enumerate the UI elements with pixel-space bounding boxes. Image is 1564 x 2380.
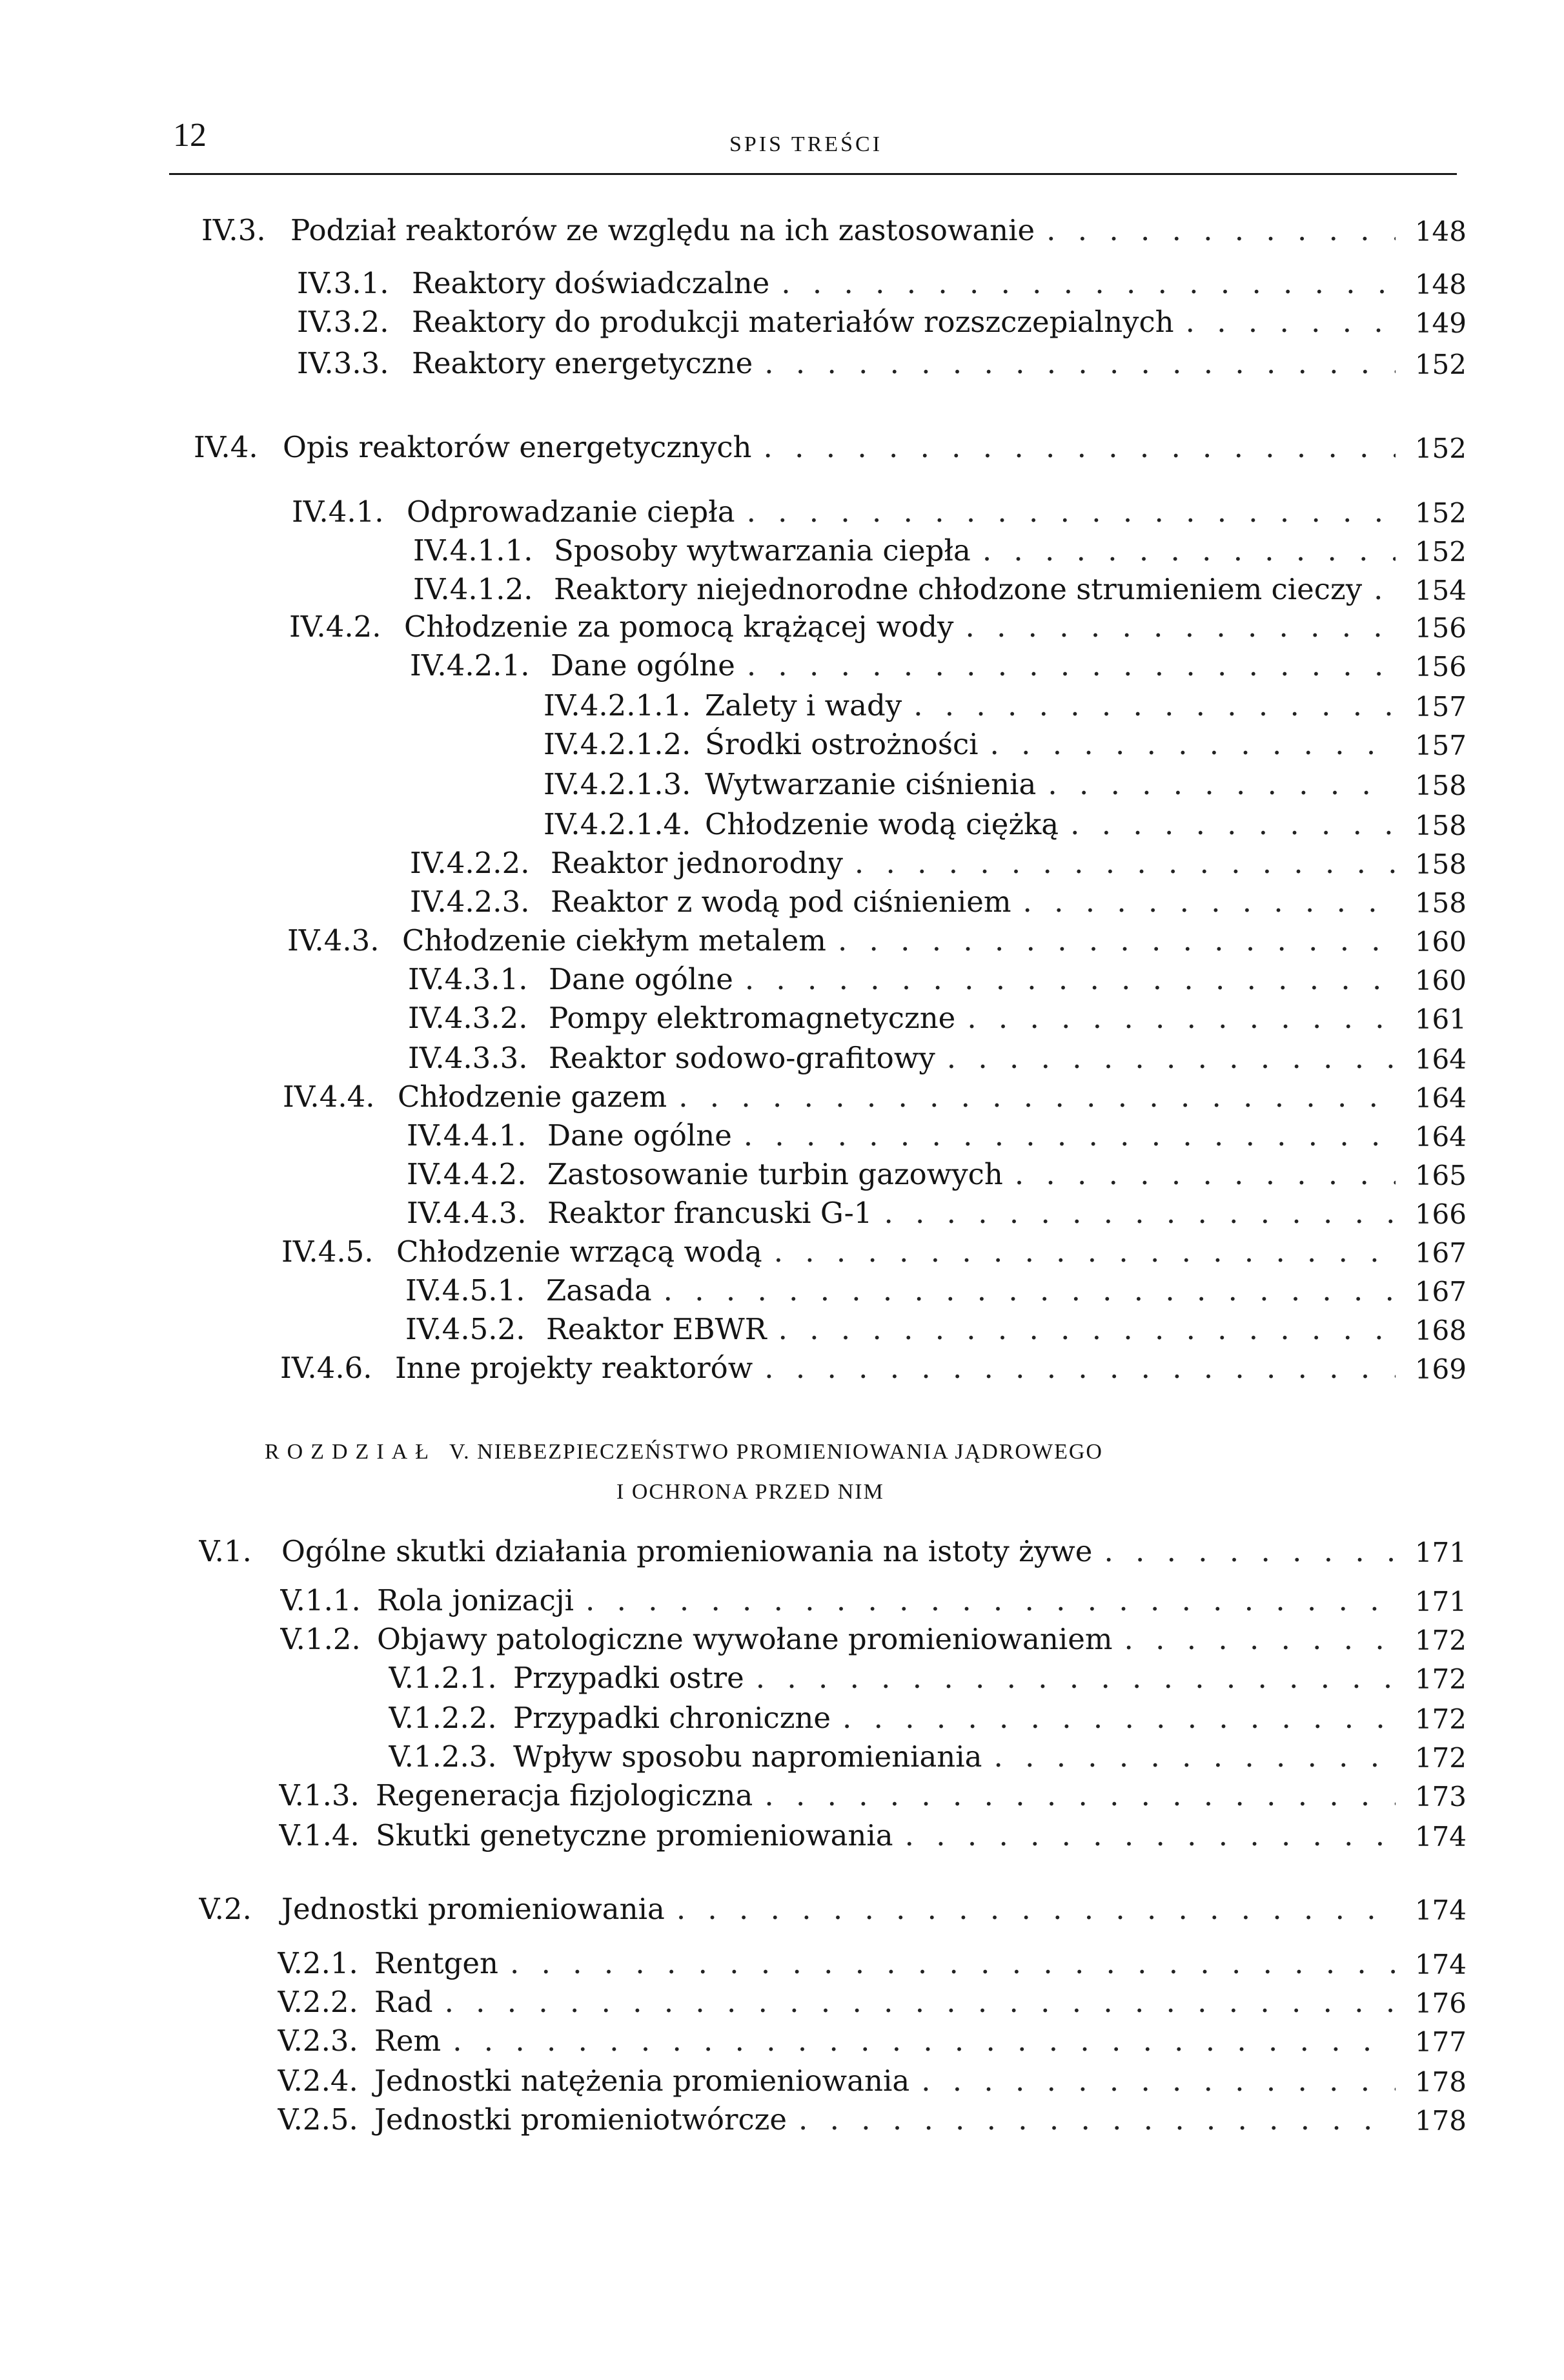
toc-entry-title: Chłodzenie wrzącą wodą [396, 1235, 762, 1269]
toc-entry-number: V.1.2.1. [389, 1661, 497, 1695]
toc-entry-page: 152 [1396, 533, 1467, 568]
toc-entry [543, 767, 1467, 806]
toc-entry [543, 688, 1467, 727]
toc-leader-dots [971, 533, 1467, 568]
toc-entry [279, 1818, 1467, 1857]
toc-leader-dots [769, 266, 1467, 300]
toc-entry-title: Objawy patologiczne wywołane promieniowaniem [377, 1622, 1113, 1656]
toc-entry-number: IV.4. [194, 430, 258, 464]
chapter-word: ROZDZIAŁ [265, 1440, 436, 1464]
toc-entry-title: Skutki genetyczne promieniowania [376, 1818, 893, 1852]
toc-entry-page: 176 [1396, 1985, 1467, 2019]
toc-leader-dots [752, 430, 1467, 464]
toc-leader-dots [433, 1985, 1467, 2019]
chapter-heading-line-2: I OCHRONA PRZED NIM [616, 1480, 884, 1504]
toc-entry-title: Ogólne skutki działania promieniowania na istoty żywe [281, 1534, 1093, 1568]
toc-leader-dots [953, 610, 1467, 644]
toc-entry-number: IV.3.2. [297, 305, 389, 339]
toc-entry-page: 156 [1396, 648, 1467, 682]
toc-entry-number: V.1.3. [279, 1778, 360, 1812]
toc-entry-title: Regeneracja fizjologiczna [376, 1778, 753, 1812]
toc-entry-title: Zastosowanie turbin gazowych [547, 1157, 1003, 1191]
toc-entry-page: 152 [1396, 495, 1467, 529]
toc-entry [410, 648, 1467, 687]
toc-entry [199, 1534, 1467, 1573]
toc-entry-number: IV.4.2. [289, 610, 381, 644]
toc-entry-title: Wpływ sposobu napromieniania [513, 1739, 982, 1774]
toc-entry-title: Reaktor sodowo-grafitowy [549, 1041, 935, 1075]
toc-entry-page: 167 [1396, 1235, 1467, 1269]
toc-entry-number: IV.4.2.1. [410, 648, 530, 682]
toc-entry-page: 167 [1396, 1273, 1467, 1308]
toc-entry-number: IV.4.4.3. [407, 1196, 527, 1230]
toc-entry [407, 1157, 1467, 1196]
toc-entry-number: IV.4.5. [281, 1235, 374, 1269]
toc-entry-number: V.1.4. [279, 1818, 360, 1852]
toc-entry [292, 495, 1467, 533]
toc-entry-number: IV.3. [201, 213, 266, 247]
toc-entry-number: IV.4.2.1.1. [543, 688, 691, 723]
toc-entry-page: 152 [1396, 346, 1467, 380]
toc-entry-number: IV.4.1.2. [413, 572, 533, 606]
toc-entry-title: Dane ogólne [549, 962, 733, 996]
toc-entry [280, 1622, 1467, 1661]
toc-entry [278, 2064, 1467, 2102]
toc-entry [543, 727, 1467, 766]
toc-leader-dots [831, 1701, 1467, 1735]
toc-leader-dots [762, 1235, 1467, 1269]
toc-entry-page: 171 [1396, 1534, 1467, 1568]
toc-leader-dots [843, 846, 1467, 880]
toc-leader-dots [909, 2064, 1467, 2098]
toc-entry [413, 533, 1467, 572]
running-header-title: SPIS TREŚCI [729, 132, 883, 156]
toc-entry [281, 1235, 1467, 1273]
page-number: 12 [173, 117, 207, 154]
toc-entry-title: Rentgen [374, 1946, 498, 1980]
toc-entry [407, 1118, 1467, 1157]
toc-leader-dots [826, 923, 1467, 958]
toc-entry-page: 165 [1396, 1157, 1467, 1191]
toc-entry-number: IV.4.4. [283, 1080, 375, 1114]
toc-entry-number: IV.3.1. [297, 266, 389, 300]
toc-entry-title: Przypadki chroniczne [513, 1701, 831, 1735]
toc-entry-number: IV.4.2.1.2. [543, 727, 691, 761]
toc-leader-dots [574, 1583, 1467, 1617]
toc-entry-page: 174 [1396, 1892, 1467, 1926]
toc-entry-number: IV.4.3.2. [408, 1001, 528, 1035]
toc-entry-page: 149 [1396, 305, 1467, 339]
toc-leader-dots [735, 495, 1467, 529]
toc-entry-page: 158 [1396, 846, 1467, 880]
toc-leader-dots [667, 1080, 1467, 1114]
toc-entry [287, 923, 1467, 962]
toc-entry [389, 1701, 1467, 1739]
toc-entry-title: Dane ogólne [547, 1118, 732, 1153]
toc-entry-page: 148 [1396, 213, 1467, 247]
toc-leader-dots [652, 1273, 1467, 1308]
toc-leader-dots [744, 1661, 1467, 1695]
toc-entry-title: Jednostki promieniotwórcze [374, 2102, 787, 2137]
toc-entry-title: Reaktor EBWR [546, 1312, 767, 1346]
toc-entry [278, 2024, 1467, 2062]
toc-entry [408, 962, 1467, 1001]
toc-entry-number: IV.4.1. [292, 495, 384, 529]
toc-leader-dots [872, 1196, 1467, 1230]
toc-entry-page: 172 [1396, 1701, 1467, 1735]
toc-entry [543, 807, 1467, 846]
toc-entry-page: 154 [1396, 572, 1467, 606]
toc-leader-dots [733, 962, 1467, 996]
toc-entry-page: 148 [1396, 266, 1467, 300]
toc-leader-dots [732, 1118, 1467, 1153]
toc-entry [297, 305, 1467, 344]
toc-leader-dots [753, 1351, 1467, 1385]
toc-entry [194, 430, 1467, 469]
toc-leader-dots [787, 2102, 1467, 2137]
toc-entry [410, 885, 1467, 923]
toc-entry-title: Przypadki ostre [513, 1661, 744, 1695]
toc-entry-number: IV.4.5.1. [405, 1273, 525, 1308]
toc-entry [410, 846, 1467, 885]
toc-entry-page: 168 [1396, 1312, 1467, 1346]
toc-entry-number: V.2.1. [278, 1946, 358, 1980]
toc-entry-page: 172 [1396, 1622, 1467, 1656]
toc-entry-page: 173 [1396, 1778, 1467, 1812]
toc-entry-page: 158 [1396, 885, 1467, 919]
toc-entry-title: Rem [374, 2024, 442, 2058]
toc-entry-number: V.1.2. [280, 1622, 361, 1656]
toc-leader-dots [935, 1041, 1467, 1075]
toc-entry-page: 156 [1396, 610, 1467, 644]
toc-entry-number: V.2. [199, 1892, 252, 1926]
toc-entry [278, 1946, 1467, 1985]
toc-entry-title: Jednostki promieniowania [281, 1892, 665, 1926]
toc-entry-number: IV.4.6. [280, 1351, 372, 1385]
toc-entry-number: IV.4.4.1. [407, 1118, 527, 1153]
toc-entry-title: Reaktor jednorodny [551, 846, 843, 880]
toc-entry [408, 1041, 1467, 1080]
toc-entry-number: IV.4.2.2. [410, 846, 530, 880]
chapter-heading-line-1 [265, 1440, 1103, 1464]
toc-entry-number: IV.4.4.2. [407, 1157, 527, 1191]
toc-entry-title: Pompy elektromagnetyczne [549, 1001, 956, 1035]
toc-leader-dots [955, 1001, 1467, 1035]
toc-entry-title: Dane ogólne [551, 648, 735, 682]
toc-entry-page: 178 [1396, 2102, 1467, 2137]
toc-entry-title: Reaktory doświadczalne [412, 266, 770, 300]
toc-entry-number: V.1.2.2. [389, 1701, 497, 1735]
toc-entry-page: 177 [1396, 2024, 1467, 2058]
toc-entry-title: Reaktory niejednorodne chłodzone strumieniem cieczy [554, 572, 1363, 606]
toc-entry-number: V.2.4. [278, 2064, 358, 2098]
toc-entry-page: 158 [1396, 767, 1467, 801]
chapter-title-1: V. NIEBEZPIECZEŃSTWO PROMIENIOWANIA JĄDROWEGO [449, 1440, 1103, 1464]
toc-entry-title: Chłodzenie za pomocą krążącej wody [404, 610, 954, 644]
toc-entry-number: IV.4.2.3. [410, 885, 530, 919]
toc-entry-number: V.2.3. [278, 2024, 358, 2058]
toc-leader-dots [893, 1818, 1467, 1852]
toc-entry-page: 157 [1396, 688, 1467, 723]
toc-entry-title: Inne projekty reaktorów [395, 1351, 753, 1385]
toc-entry [199, 1892, 1467, 1931]
header-rule [169, 173, 1457, 175]
toc-entry-title: Jednostki natężenia promieniowania [374, 2064, 910, 2098]
toc-entry-page: 164 [1396, 1041, 1467, 1075]
toc-entry [407, 1196, 1467, 1235]
toc-leader-dots [665, 1892, 1467, 1926]
toc-entry-title: Rad [374, 1985, 433, 2019]
toc-leader-dots [498, 1946, 1467, 1980]
toc-entry-number: V.2.5. [278, 2102, 358, 2137]
toc-leader-dots [982, 1739, 1467, 1774]
toc-entry-page: 171 [1396, 1583, 1467, 1617]
toc-entry-title: Zalety i wady [705, 688, 902, 723]
toc-entry-page: 172 [1396, 1661, 1467, 1695]
toc-entry-title: Zasada [546, 1273, 652, 1308]
toc-entry-page: 164 [1396, 1118, 1467, 1153]
toc-entry [413, 572, 1467, 611]
toc-entry [280, 1351, 1467, 1390]
toc-entry [201, 213, 1467, 252]
toc-entry-number: IV.3.3. [297, 346, 389, 380]
toc-entry-title: Chłodzenie ciekłym metalem [402, 923, 826, 958]
toc-entry-number: IV.4.1.1. [413, 533, 533, 568]
toc-entry-title: Wytwarzanie ciśnienia [705, 767, 1037, 801]
toc-entry-number: IV.4.3.1. [408, 962, 528, 996]
toc-entry-title: Środki ostrożności [705, 727, 979, 761]
toc-leader-dots [767, 1312, 1467, 1346]
toc-entry-number: V.1. [199, 1534, 252, 1568]
toc-entry [278, 1985, 1467, 2024]
toc-entry-page: 164 [1396, 1080, 1467, 1114]
toc-entry-page: 152 [1396, 430, 1467, 464]
toc-entry-page: 172 [1396, 1739, 1467, 1774]
toc-entry-page: 169 [1396, 1351, 1467, 1385]
toc-entry [283, 1080, 1467, 1118]
toc-entry [389, 1739, 1467, 1778]
toc-entry-title: Reaktor z wodą pod ciśnieniem [551, 885, 1011, 919]
toc-entry [279, 1778, 1467, 1817]
toc-leader-dots [753, 1778, 1467, 1812]
toc-entry-title: Reaktory energetyczne [412, 346, 753, 380]
toc-entry-title: Reaktory do produkcji materiałów rozszczepialnych [412, 305, 1174, 339]
toc-entry [405, 1273, 1467, 1312]
toc-entry [389, 1661, 1467, 1699]
toc-entry-number: V.1.2.3. [389, 1739, 497, 1774]
toc-entry-page: 158 [1396, 807, 1467, 841]
toc-leader-dots [753, 346, 1467, 380]
toc-leader-dots [979, 727, 1467, 761]
toc-entry [408, 1001, 1467, 1040]
toc-entry-number: V.1.1. [280, 1583, 361, 1617]
toc-entry-number: V.2.2. [278, 1985, 358, 2019]
toc-entry-page: 161 [1396, 1001, 1467, 1035]
toc-entry [289, 610, 1467, 648]
toc-entry-page: 178 [1396, 2064, 1467, 2098]
toc-entry-title: Odprowadzanie ciepła [407, 495, 735, 529]
toc-entry-number: IV.4.5.2. [405, 1312, 525, 1346]
toc-entry-title: Opis reaktorów energetycznych [283, 430, 752, 464]
toc-entry-number: IV.4.2.1.3. [543, 767, 691, 801]
toc-leader-dots [441, 2024, 1467, 2058]
toc-entry-page: 157 [1396, 727, 1467, 761]
toc-entry-title: Podział reaktorów ze względu na ich zastosowanie [290, 213, 1035, 247]
toc-entry-title: Chłodzenie wodą ciężką [705, 807, 1059, 841]
toc-entry-page: 174 [1396, 1946, 1467, 1980]
toc-entry [297, 266, 1467, 305]
toc-entry-page: 174 [1396, 1818, 1467, 1852]
toc-entry-title: Reaktor francuski G-1 [547, 1196, 873, 1230]
toc-entry-page: 166 [1396, 1196, 1467, 1230]
toc-entry-number: IV.4.3.3. [408, 1041, 528, 1075]
toc-leader-dots [902, 688, 1467, 723]
toc-leader-dots [735, 648, 1467, 682]
toc-entry-title: Sposoby wytwarzania ciepła [554, 533, 971, 568]
toc-entry [405, 1312, 1467, 1351]
toc-entry [297, 346, 1467, 385]
toc-entry-page: 160 [1396, 923, 1467, 958]
toc-entry-page: 160 [1396, 962, 1467, 996]
toc-entry-number: IV.4.2.1.4. [543, 807, 691, 841]
toc-entry [278, 2102, 1467, 2141]
toc-entry-title: Chłodzenie gazem [398, 1080, 667, 1114]
toc-entry-number: IV.4.3. [287, 923, 380, 958]
toc-entry-title: Rola jonizacji [377, 1583, 574, 1617]
toc-entry [280, 1583, 1467, 1622]
